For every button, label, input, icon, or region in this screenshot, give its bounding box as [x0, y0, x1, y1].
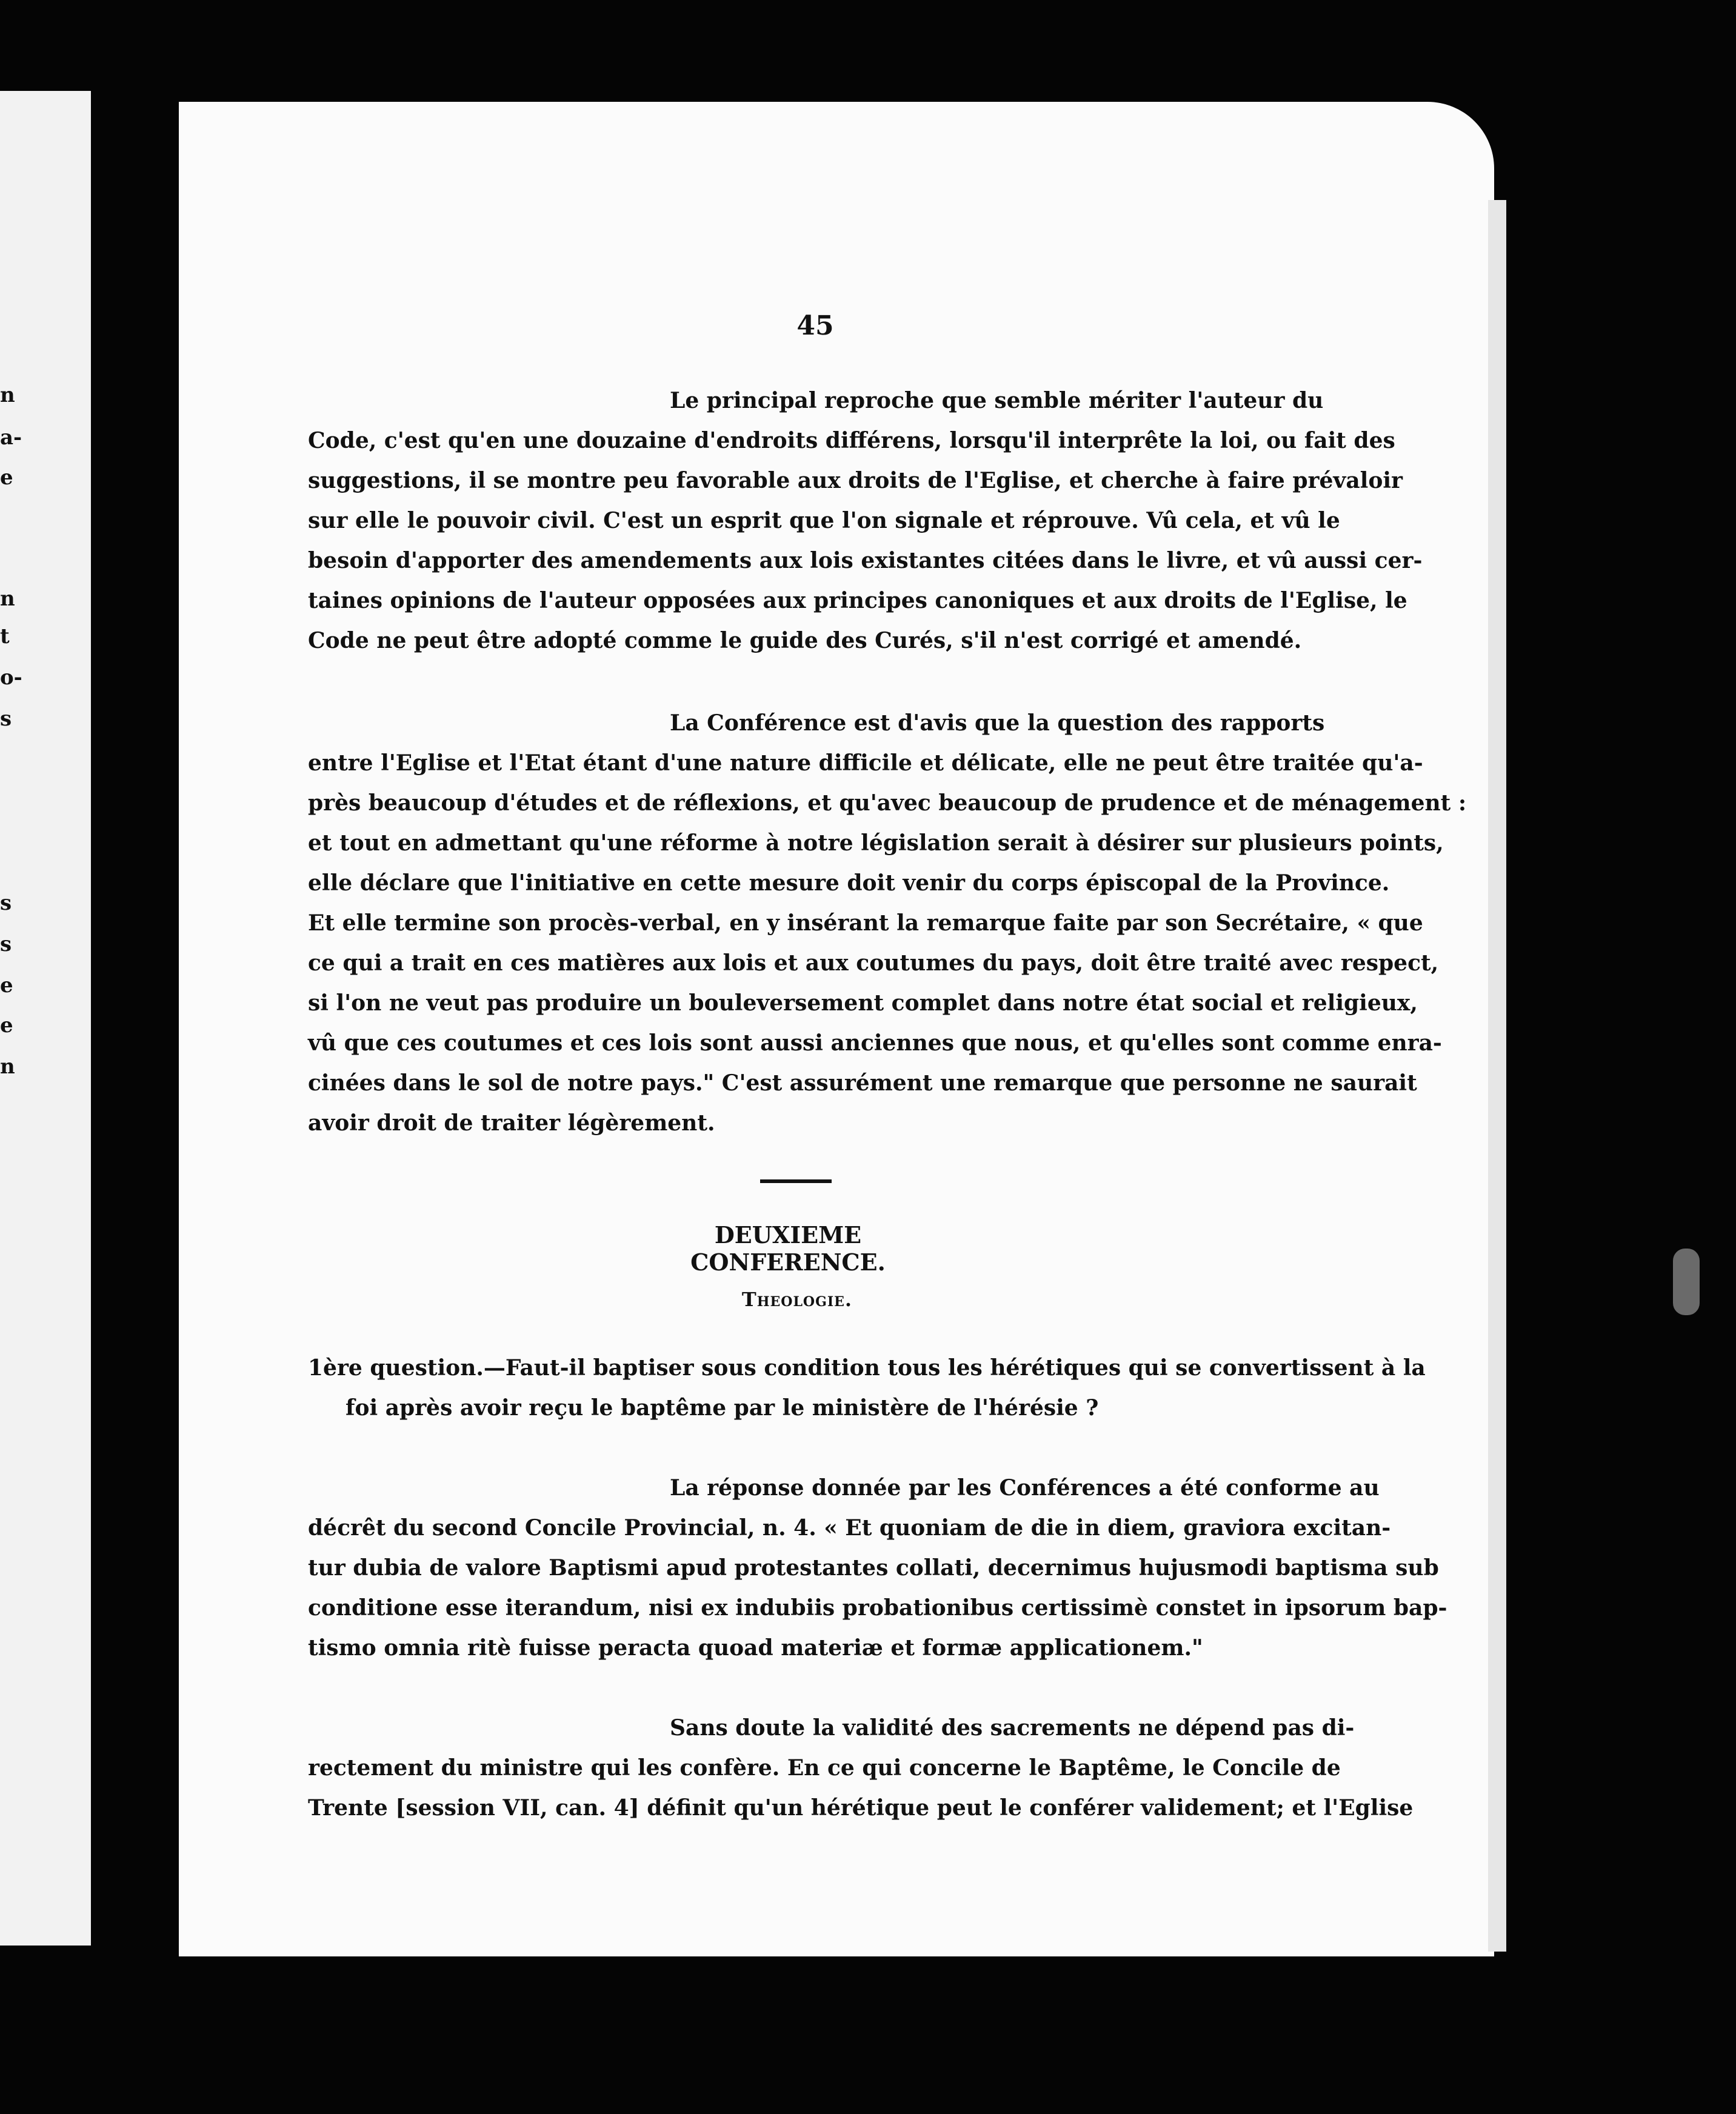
paragraph-2-line: cinées dans le sol de notre pays." C'est assurément une remarque que personne ne saurait	[308, 1070, 1417, 1096]
section-title: DEUXIEME CONFERENCE.	[690, 1221, 886, 1276]
paragraph-3-line: conditione esse iterandum, nisi ex indubiis probationibus certissimè constet in ipsorum bap-	[308, 1595, 1447, 1621]
paragraph-4-line: rectement du ministre qui les confère. En ce qui concerne le Baptême, le Concile de	[308, 1755, 1341, 1781]
paragraph-2-line: ce qui a trait en ces matières aux lois et aux coutumes du pays, doit être traité avec respect,	[308, 950, 1439, 976]
left-page-fragment: e	[0, 465, 13, 490]
left-page-fragment: n	[0, 383, 15, 407]
paragraph-2-line: et tout en admettant qu'une réforme à notre législation serait à désirer sur plusieurs points,	[308, 830, 1444, 856]
paragraph-2-line: La Conférence est d'avis que la question des rapports	[670, 710, 1325, 736]
left-page-fragment: n	[0, 1055, 15, 1079]
paragraph-3-line: La réponse donnée par les Conférences a été conforme au	[670, 1475, 1380, 1501]
left-page-fragment: s	[0, 707, 12, 731]
paragraph-2-line: avoir droit de traiter légèrement.	[308, 1110, 715, 1136]
question-line: foi après avoir reçu le baptême par le ministère de l'hérésie ?	[346, 1395, 1099, 1421]
left-page-fragment: s	[0, 932, 12, 956]
section-divider	[760, 1179, 832, 1183]
left-page-fragment: e	[0, 973, 13, 998]
paragraph-2-line: Et elle termine son procès-verbal, en y insérant la remarque faite par son Secrétaire, « que	[308, 910, 1423, 936]
left-page-fragment: s	[0, 891, 12, 915]
scanner-clip-mark	[1673, 1249, 1700, 1315]
paragraph-3-line: décrêt du second Concile Provincial, n. 4. « Et quoniam de die in diem, graviora excitan-	[308, 1515, 1391, 1541]
paragraph-1-line: taines opinions de l'auteur opposées aux principes canoniques et aux droits de l'Eglise, le	[308, 588, 1407, 613]
paragraph-1-line: suggestions, il se montre peu favorable aux droits de l'Eglise, et cherche à faire prévaloir	[308, 468, 1403, 493]
left-page-fragment: o-	[0, 665, 22, 690]
paragraph-1-line: Le principal reproche que semble mériter l'auteur du	[670, 388, 1324, 413]
left-page-fragment: n	[0, 587, 15, 611]
left-page-fragment: t	[0, 624, 10, 649]
question-line: 1ère question.—Faut-il baptiser sous condition tous les hérétiques qui se convertissent à la	[308, 1355, 1426, 1381]
paragraph-4-line: Trente [session VII, can. 4] définit qu'un hérétique peut le conférer validement; et l'Eglise	[308, 1795, 1414, 1821]
paragraph-1-line: sur elle le pouvoir civil. C'est un esprit que l'on signale et réprouve. Vû cela, et vû le	[308, 508, 1340, 533]
paragraph-3-line: tismo omnia ritè fuisse peracta quoad materiæ et formæ applicationem."	[308, 1635, 1203, 1661]
left-page-fragment: a-	[0, 425, 22, 450]
page-edge	[1488, 200, 1506, 1952]
page-number: 45	[796, 310, 834, 341]
paragraph-2-line: vû que ces coutumes et ces lois sont aussi anciennes que nous, et qu'elles sont comme enra-	[308, 1030, 1442, 1056]
paragraph-4-line: Sans doute la validité des sacrements ne dépend pas di-	[670, 1715, 1355, 1741]
paragraph-2-line: entre l'Eglise et l'Etat étant d'une nature difficile et délicate, elle ne peut être traitée qu'a-	[308, 750, 1423, 776]
paragraph-2-line: elle déclare que l'initiative en cette mesure doit venir du corps épiscopal de la Province.	[308, 870, 1390, 896]
paragraph-1-line: Code, c'est qu'en une douzaine d'endroits différens, lorsqu'il interprête la loi, ou fait des	[308, 428, 1395, 453]
section-subtitle: Theologie.	[741, 1288, 853, 1311]
paragraph-1-line: besoin d'apporter des amendements aux lois existantes citées dans le livre, et vû aussi cer-	[308, 548, 1423, 573]
paragraph-2-line: près beaucoup d'études et de réflexions, et qu'avec beaucoup de prudence et de ménagement :	[308, 790, 1467, 816]
paragraph-3-line: tur dubia de valore Baptismi apud protestantes collati, decernimus hujusmodi baptisma sub	[308, 1555, 1439, 1581]
left-page-fragment: e	[0, 1013, 13, 1038]
paragraph-2-line: si l'on ne veut pas produire un bouleversement complet dans notre état social et religieux,	[308, 990, 1418, 1016]
paragraph-1-line: Code ne peut être adopté comme le guide des Curés, s'il n'est corrigé et amendé.	[308, 628, 1302, 653]
